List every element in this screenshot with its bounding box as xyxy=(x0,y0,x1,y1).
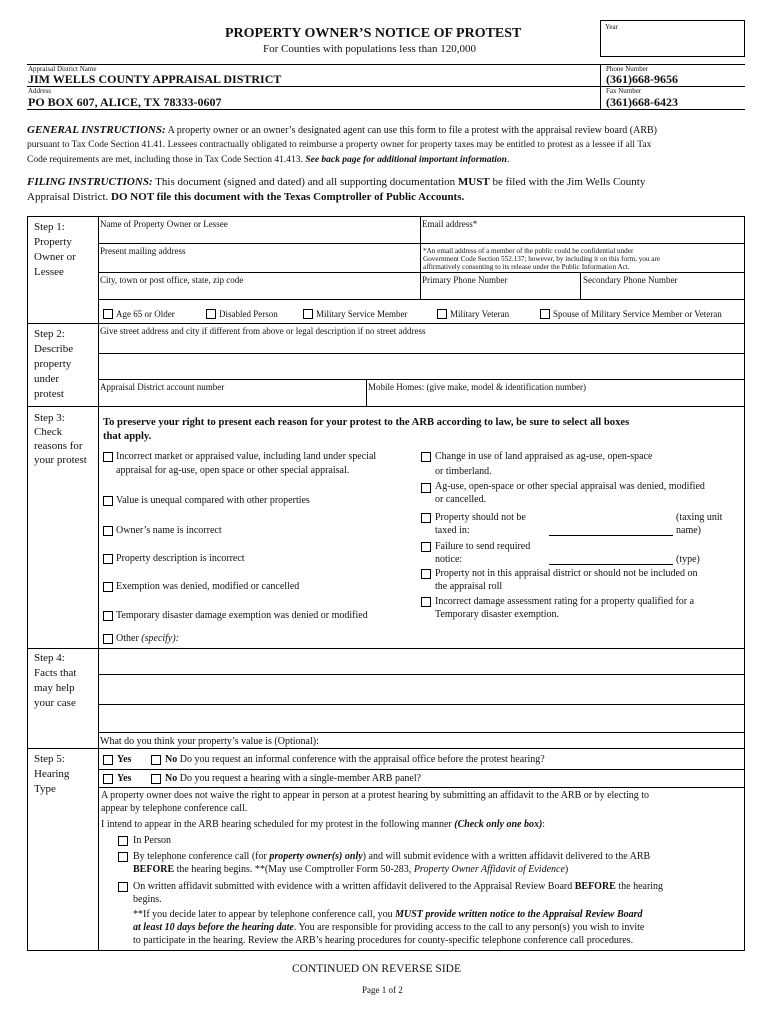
disaster-exemption-checkbox[interactable] xyxy=(103,611,113,621)
filing-instructions xyxy=(27,175,747,205)
change-in-use-label: Change in use of land appraised as ag-use, open-space xyxy=(435,451,653,462)
filing-line-1b: be filed with the Jim Wells County xyxy=(492,176,646,188)
not-in-district-label-2: the appraisal roll xyxy=(435,581,503,592)
informal-conference-no-checkbox[interactable] xyxy=(151,755,161,765)
phone-number: (361)668-9656 xyxy=(606,72,678,86)
military-service-member-checkbox[interactable] xyxy=(303,309,313,319)
owner-name-incorrect-checkbox[interactable] xyxy=(103,526,113,536)
single-panel-yes-checkbox[interactable] xyxy=(103,774,113,784)
military-spouse-checkbox[interactable] xyxy=(540,309,550,319)
single-panel-question: No Do you request a hearing with a single-member ARB panel? xyxy=(165,773,422,784)
taxing-unit-name-label: name) xyxy=(676,525,701,536)
military-spouse-label: Spouse of Military Service Member or Veteran xyxy=(553,309,722,319)
form-subtitle: For Counties with populations less than 120,000 xyxy=(263,43,476,55)
other-reason-checkbox[interactable] xyxy=(103,634,113,644)
telephone-notice-3: to participate in the hearing. Review the ARB’s hearing procedures for county-specific telephone conference call procedures. xyxy=(133,935,634,946)
single-panel-yes-label: Yes xyxy=(117,773,132,784)
change-in-use-label-2: or timberland. xyxy=(435,466,492,477)
facts-line-2[interactable] xyxy=(100,683,740,697)
owner-name-incorrect-label: Owner’s name is incorrect xyxy=(116,525,222,536)
written-affidavit-label: On written affidavit submitted with evidence with a written affidavit delivered to the Appraisal Review Board BEFORE the hearing xyxy=(133,881,664,892)
age-65-checkbox[interactable] xyxy=(103,309,113,319)
should-not-be-taxed-checkbox[interactable] xyxy=(421,513,431,523)
exemption-denied-label: Exemption was denied, modified or cancelled xyxy=(116,581,300,592)
single-panel-no-checkbox[interactable] xyxy=(151,774,161,784)
district-name: JIM WELLS COUNTY APPRAISAL DISTRICT xyxy=(28,72,282,86)
in-person-checkbox[interactable] xyxy=(118,836,128,846)
unequal-value-checkbox[interactable] xyxy=(103,496,113,506)
taxing-unit-label: (taxing unit xyxy=(676,512,723,523)
telephone-notice-2: at least 10 days before the hearing date. You are responsible for providing access to the call to any person(s) you wish to invite xyxy=(133,922,645,933)
notice-type-field[interactable] xyxy=(549,551,673,563)
in-person-label: In Person xyxy=(133,835,172,846)
informal-yes-label: Yes xyxy=(117,754,132,765)
step2-label: Step 2: Describe property under protest xyxy=(34,328,74,400)
should-not-be-taxed-label: Property should not be xyxy=(435,512,526,523)
year-box[interactable] xyxy=(600,20,745,57)
waiver-paragraph: A property owner does not waive the right to appear in person at a protest hearing by submitting an affidavit to the ARB or by electing to appear by telephone conference call. xyxy=(101,790,650,814)
failure-notice-label: Failure to send required xyxy=(435,541,531,552)
incorrect-value-checkbox[interactable] xyxy=(103,452,113,462)
other-reason-field[interactable] xyxy=(192,632,742,645)
continued-notice: CONTINUED ON REVERSE SIDE xyxy=(292,963,461,975)
step1-label: Step 1: Property Owner or Lessee xyxy=(34,221,76,278)
secondary-phone-field[interactable] xyxy=(583,286,743,298)
disaster-exemption-label: Temporary disaster damage exemption was denied or modified xyxy=(116,610,368,621)
change-in-use-checkbox[interactable] xyxy=(421,452,431,462)
informal-conference-yes-checkbox[interactable] xyxy=(103,755,113,765)
general-heading: GENERAL INSTRUCTIONS: xyxy=(27,124,166,136)
general-line-1: A property owner or an owner’s designated agent can use this form to file a protest with the appraisal review board (ARB) xyxy=(167,125,658,136)
telephone-notice-1: **If you decide later to appear by telephone conference call, you MUST provide written notice to the Appraisal Review Board xyxy=(133,909,643,920)
primary-phone-field[interactable] xyxy=(422,286,578,298)
fax-label: Fax Number xyxy=(606,87,642,95)
owner-name-field[interactable] xyxy=(100,230,418,242)
military-veteran-label: Military Veteran xyxy=(450,309,510,319)
property-address-label: Give street address and city if different from above or legal description if no street address xyxy=(100,326,426,336)
notice-type-label: (type) xyxy=(676,554,700,565)
incorrect-value-label-2: appraisal for ag-use, open space or other special appraisal. xyxy=(116,465,350,476)
incorrect-value-label: Incorrect market or appraised value, including land under special xyxy=(116,451,377,462)
district-name-label: Appraisal District Name xyxy=(28,65,97,73)
written-affidavit-checkbox[interactable] xyxy=(118,882,128,892)
email-confidentiality-note: *An email address of a member of the public could be confidential under Government Code Section 552.137; however, by including it on this form, you are affirmatively consenting to its release under the Public Information Act. xyxy=(423,247,661,271)
property-address-field-2[interactable] xyxy=(100,360,740,374)
fax-number: (361)668-6423 xyxy=(606,95,678,109)
general-line-3: Code requirements are met, including those in Tax Code Section 41.413. xyxy=(27,155,303,165)
not-in-district-checkbox[interactable] xyxy=(421,569,431,579)
email-field[interactable] xyxy=(422,230,742,242)
appear-manner-text: I intend to appear in the ARB hearing scheduled for my protest in the following manner (Check only one box): xyxy=(101,819,546,830)
telephone-conference-label: By telephone conference call (for property owner(s) only) and will submit evidence with a written affidavit delivered to the ARB xyxy=(133,851,651,862)
general-instructions xyxy=(27,123,747,168)
unequal-value-label: Value is unequal compared with other properties xyxy=(116,495,310,506)
mobile-home-label: Mobile Homes: (give make, model & identification number) xyxy=(368,382,586,392)
city-state-zip-field[interactable] xyxy=(100,286,418,298)
mobile-home-field[interactable] xyxy=(368,393,742,405)
special-appraisal-denied-label-2: or cancelled. xyxy=(435,494,487,505)
account-number-field[interactable] xyxy=(100,393,364,405)
step5-label: Step 5: Hearing Type xyxy=(34,753,70,795)
year-label: Year xyxy=(605,23,618,31)
informal-question: No Do you request an informal conference with the appraisal office before the protest hearing? xyxy=(165,754,545,765)
mailing-address-label: Present mailing address xyxy=(100,246,186,256)
property-address-field[interactable] xyxy=(100,338,740,352)
filing-line-2a: Appraisal District. xyxy=(27,191,109,203)
exemption-denied-checkbox[interactable] xyxy=(103,582,113,592)
taxed-in-label: taxed in: xyxy=(435,525,470,536)
telephone-conference-checkbox[interactable] xyxy=(118,852,128,862)
filing-line-1a: This document (signed and dated) and all supporting documentation xyxy=(155,176,456,188)
military-veteran-checkbox[interactable] xyxy=(437,309,447,319)
property-value-field[interactable] xyxy=(352,735,742,747)
step3-intro: To preserve your right to present each reason for your protest to the ARB according to law, be sure to select all boxes that apply. xyxy=(103,417,630,442)
special-appraisal-denied-checkbox[interactable] xyxy=(421,483,431,493)
disabled-person-label: Disabled Person xyxy=(219,309,278,319)
written-affidavit-label-2: begins. xyxy=(133,894,162,905)
description-incorrect-label: Property description is incorrect xyxy=(116,553,245,564)
failure-notice-checkbox[interactable] xyxy=(421,542,431,552)
general-period: . xyxy=(506,155,510,165)
age-65-label: Age 65 or Older xyxy=(116,309,175,319)
damage-rating-checkbox[interactable] xyxy=(421,597,431,607)
city-state-zip-label: City, town or post office, state, zip code xyxy=(100,275,244,285)
phone-label: Phone Number xyxy=(606,65,649,73)
address-label: Address xyxy=(28,87,51,95)
not-in-district-label: Property not in this appraisal district or should not be included on xyxy=(435,568,698,579)
step3-label: Step 3: Check reasons for your protest xyxy=(34,412,87,466)
account-number-label: Appraisal District account number xyxy=(100,382,225,392)
filing-line-2b: DO NOT file this document with the Texas Comptroller of Public Accounts. xyxy=(111,191,465,203)
step4-label: Step 4: Facts that may help your case xyxy=(34,652,77,709)
district-address: PO BOX 607, ALICE, TX 78333-0607 xyxy=(28,95,222,109)
mailing-address-field[interactable] xyxy=(100,258,418,270)
telephone-conference-label-2: BEFORE the hearing begins. **(May use Comptroller Form 50-283, Property Owner Affidavit of Evidence) xyxy=(133,864,569,875)
disabled-person-checkbox[interactable] xyxy=(206,309,216,319)
filing-heading: FILING INSTRUCTIONS: xyxy=(27,176,153,188)
description-incorrect-checkbox[interactable] xyxy=(103,554,113,564)
facts-line-1[interactable] xyxy=(100,656,740,670)
primary-phone-label: Primary Phone Number xyxy=(422,275,508,285)
other-reason-label: Other (specify): xyxy=(116,633,180,644)
facts-line-3[interactable] xyxy=(100,712,740,726)
taxing-unit-field[interactable] xyxy=(549,522,673,534)
secondary-phone-label: Secondary Phone Number xyxy=(583,275,678,285)
email-label: Email address* xyxy=(422,219,478,229)
damage-rating-label-2: Temporary disaster exemption. xyxy=(435,609,559,620)
failure-notice-label-2: notice: xyxy=(435,554,463,565)
general-see-back: See back page for additional important information xyxy=(305,155,507,165)
owner-name-label: Name of Property Owner or Lessee xyxy=(100,219,228,229)
general-line-2: pursuant to Tax Code Section 41.41. Lessees contractually obligated to reimburse a property owner for property taxes may be entitled to protest as a lessee if all Tax xyxy=(27,140,652,150)
filing-must: MUST xyxy=(457,176,490,188)
page-number: Page 1 of 2 xyxy=(362,985,403,995)
form-title: PROPERTY OWNER’S NOTICE OF PROTEST xyxy=(225,26,522,41)
damage-rating-label: Incorrect damage assessment rating for a property qualified for a xyxy=(435,596,695,607)
special-appraisal-denied-label: Ag-use, open-space or other special appraisal was denied, modified xyxy=(435,481,705,492)
property-value-question: What do you think your property’s value is (Optional): xyxy=(100,736,319,747)
military-service-member-label: Military Service Member xyxy=(316,309,408,319)
